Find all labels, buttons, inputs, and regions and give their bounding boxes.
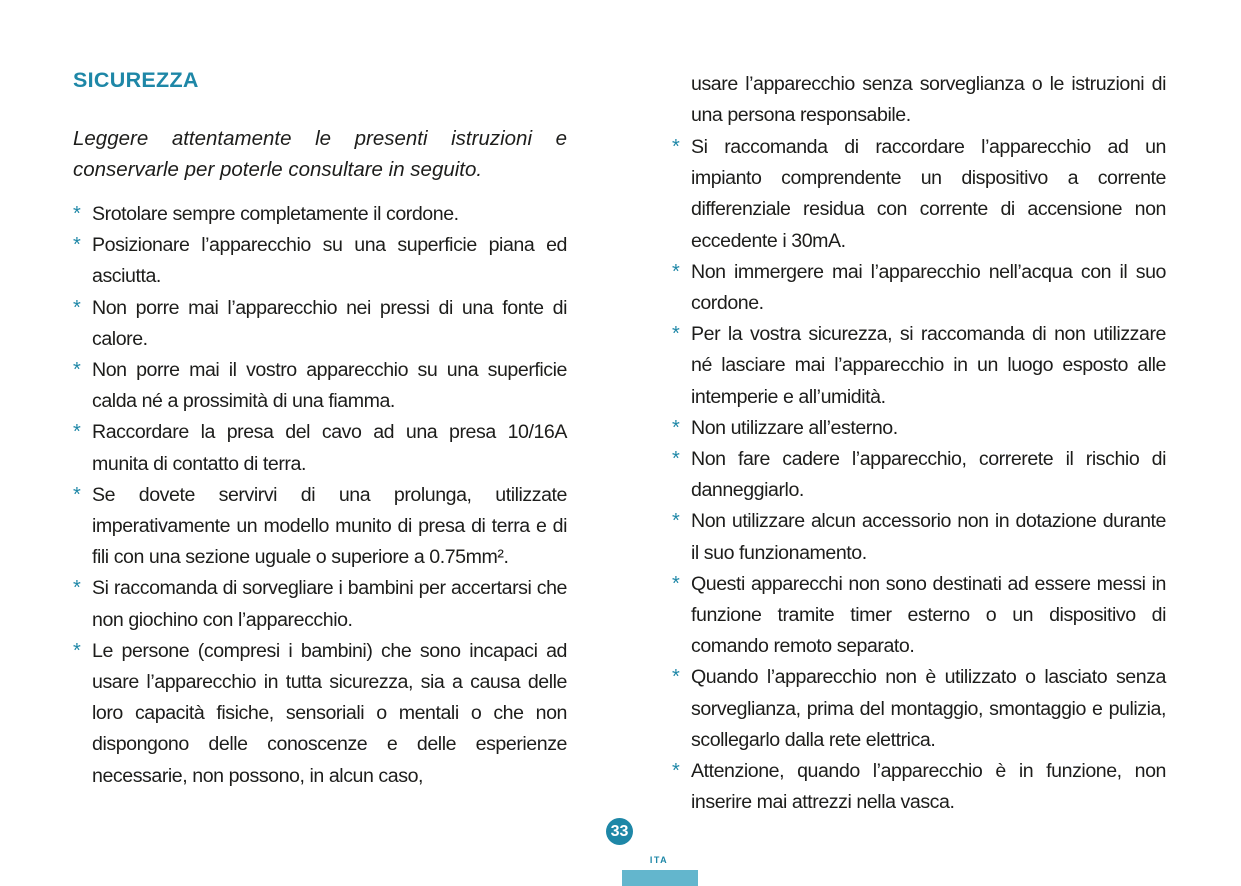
asterisk-bullet-icon: * bbox=[672, 572, 680, 595]
safety-item bbox=[73, 293, 567, 355]
safety-item-text: Attenzione, quando l’apparecchio è in funzione, non inserire mai attrezzi nella vasca. bbox=[691, 760, 1166, 814]
asterisk-bullet-icon: * bbox=[73, 577, 81, 600]
asterisk-bullet-icon: * bbox=[73, 203, 81, 225]
asterisk-bullet-icon: * bbox=[73, 421, 81, 444]
asterisk-bullet-icon: * bbox=[672, 510, 680, 533]
section-heading: SICUREZZA bbox=[73, 68, 199, 92]
safety-item bbox=[672, 319, 1166, 413]
safety-item-text: Non utilizzare alcun accessorio non in dotazione durante il suo funzionamento. bbox=[691, 510, 1166, 564]
language-tab-bar bbox=[622, 870, 698, 886]
asterisk-bullet-icon: * bbox=[73, 359, 81, 382]
safety-item-text: Srotolare sempre completamente il cordone. bbox=[92, 203, 459, 225]
safety-item-text: Raccordare la presa del cavo ad una presa 10/16A munita di contatto di terra. bbox=[92, 421, 567, 475]
safety-item-text: Non utilizzare all’esterno. bbox=[691, 416, 898, 439]
continued-paragraph: usare l’apparecchio senza sorveglianza o le istruzioni di una persona responsabile. bbox=[691, 73, 1166, 127]
safety-item bbox=[672, 569, 1166, 663]
asterisk-bullet-icon: * bbox=[73, 483, 81, 506]
safety-item-text: Non porre mai il vostro apparecchio su una superficie calda né a prossimità di una fiamma. bbox=[92, 359, 567, 413]
safety-item bbox=[73, 199, 567, 230]
safety-item-text: Si raccomanda di sorvegliare i bambini per accertarsi che non giochino con l’apparecchio. bbox=[92, 577, 567, 631]
intro-paragraph: Leggere attentamente le presenti istruzioni e conservarle per poterle consultare in seguito. bbox=[73, 127, 567, 181]
safety-item-text: Posizionare l’apparecchio su una superficie piana ed asciutta. bbox=[92, 234, 567, 288]
safety-item bbox=[672, 413, 1166, 444]
asterisk-bullet-icon: * bbox=[672, 416, 680, 439]
safety-item-text: Se dovete servirvi di una prolunga, utilizzate imperativamente un modello munito di presa di terra e di fili con una sezione uguale o superiore a 0.75mm². bbox=[92, 483, 567, 569]
page-number-badge: 33 bbox=[606, 818, 633, 845]
left-safety-list bbox=[73, 199, 567, 792]
language-label: ITA bbox=[649, 855, 669, 865]
safety-item bbox=[672, 756, 1166, 818]
safety-item bbox=[73, 636, 567, 792]
asterisk-bullet-icon: * bbox=[672, 136, 680, 158]
safety-item bbox=[672, 444, 1166, 506]
safety-item bbox=[672, 506, 1166, 568]
asterisk-bullet-icon: * bbox=[672, 448, 680, 471]
asterisk-bullet-icon: * bbox=[672, 323, 680, 346]
asterisk-bullet-icon: * bbox=[73, 234, 81, 257]
safety-item-text: Non fare cadere l’apparecchio, correrete il rischio di danneggiarlo. bbox=[691, 448, 1166, 502]
asterisk-bullet-icon: * bbox=[73, 639, 81, 662]
safety-item bbox=[672, 662, 1166, 756]
safety-item bbox=[672, 132, 1166, 257]
asterisk-bullet-icon: * bbox=[672, 666, 680, 689]
right-safety-list bbox=[672, 132, 1166, 818]
safety-item-text: Non immergere mai l’apparecchio nell’acqua con il suo cordone. bbox=[691, 260, 1166, 315]
safety-item-text: Quando l’apparecchio non è utilizzato o lasciato senza sorveglianza, prima del montaggio, smontaggio e pulizia, scollegarlo dalla rete elettrica. bbox=[691, 666, 1166, 751]
asterisk-bullet-icon: * bbox=[672, 260, 680, 283]
safety-item-text: Questi apparecchi non sono destinati ad essere messi in funzione tramite timer esterno o un dispositivo di comando remoto separato. bbox=[691, 572, 1166, 658]
safety-item-text: Si raccomanda di raccordare l’apparecchio ad un impianto comprendente un dispositivo a corrente differenziale residua con corrente di accensione non eccedente i 30mA. bbox=[691, 136, 1166, 252]
safety-item bbox=[73, 573, 567, 635]
asterisk-bullet-icon: * bbox=[672, 760, 680, 783]
safety-item-text: Le persone (compresi i bambini) che sono incapaci ad usare l’apparecchio in tutta sicurezza, sia a causa delle loro capacità fisiche, sensoriali o mentali o che non dispongono delle conoscenze e delle esperienze necessarie, non possono, in alcun caso, bbox=[92, 639, 567, 787]
safety-item bbox=[73, 355, 567, 417]
safety-item bbox=[73, 230, 567, 292]
safety-item bbox=[672, 257, 1166, 319]
safety-item-text: Per la vostra sicurezza, si raccomanda di non utilizzare né lasciare mai l’apparecchio in un luogo esposto alle intemperie e all’umidità. bbox=[691, 323, 1166, 408]
safety-item-text: Non porre mai l’apparecchio nei pressi di una fonte di calore. bbox=[92, 296, 567, 350]
asterisk-bullet-icon: * bbox=[73, 296, 81, 319]
safety-item bbox=[73, 417, 567, 479]
safety-item bbox=[73, 480, 567, 574]
